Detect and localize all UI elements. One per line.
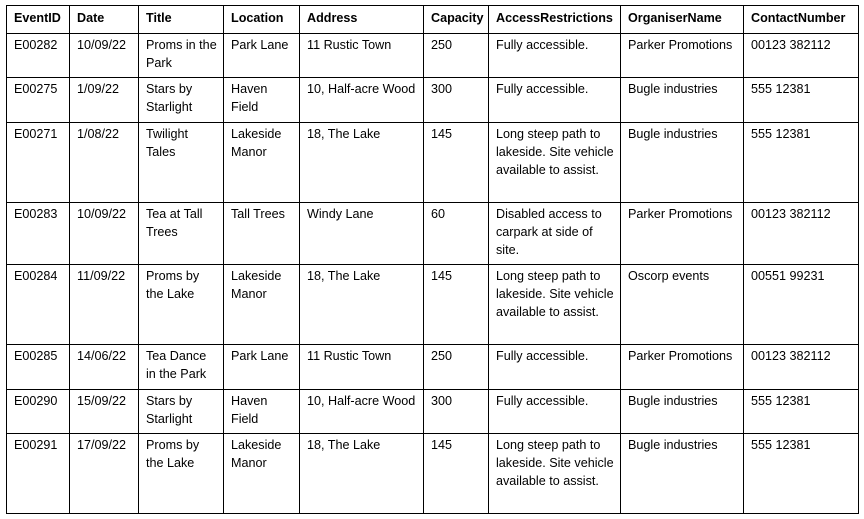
cell-title: Stars by Starlight <box>139 78 224 123</box>
cell-address: 10, Half-acre Wood <box>300 390 424 434</box>
cell-address: 18, The Lake <box>300 123 424 203</box>
table-row <box>7 434 859 514</box>
cell-title: Proms by the Lake <box>139 434 224 514</box>
cell-organiser-name: Bugle industries <box>621 123 744 203</box>
cell-date: 15/09/22 <box>70 390 139 434</box>
column-header-date: Date <box>70 6 139 34</box>
cell-date: 1/09/22 <box>70 78 139 123</box>
cell-capacity: 60 <box>424 203 489 265</box>
cell-contact-number: 00123 382112 <box>744 34 859 78</box>
cell-event-id: E00284 <box>7 265 70 345</box>
cell-access-restrictions: Fully accessible. <box>489 78 621 123</box>
cell-location: Park Lane <box>224 34 300 78</box>
cell-location: Lakeside Manor <box>224 123 300 203</box>
cell-event-id: E00282 <box>7 34 70 78</box>
column-header-eventid: EventID <box>7 6 70 34</box>
cell-event-id: E00291 <box>7 434 70 514</box>
cell-address: 18, The Lake <box>300 434 424 514</box>
cell-organiser-name: Bugle industries <box>621 434 744 514</box>
cell-event-id: E00290 <box>7 390 70 434</box>
cell-access-restrictions: Disabled access to carpark at side of site. <box>489 203 621 265</box>
cell-date: 17/09/22 <box>70 434 139 514</box>
cell-location: Park Lane <box>224 345 300 390</box>
cell-capacity: 145 <box>424 265 489 345</box>
cell-contact-number: 00123 382112 <box>744 345 859 390</box>
cell-title: Tea at Tall Trees <box>139 203 224 265</box>
cell-organiser-name: Bugle industries <box>621 390 744 434</box>
cell-capacity: 250 <box>424 34 489 78</box>
column-header-address: Address <box>300 6 424 34</box>
cell-access-restrictions: Long steep path to lakeside. Site vehicle available to assist. <box>489 265 621 345</box>
cell-access-restrictions: Long steep path to lakeside. Site vehicle available to assist. <box>489 123 621 203</box>
cell-capacity: 300 <box>424 390 489 434</box>
cell-date: 1/08/22 <box>70 123 139 203</box>
table-row <box>7 203 859 265</box>
cell-location: Haven Field <box>224 390 300 434</box>
cell-capacity: 145 <box>424 434 489 514</box>
cell-event-id: E00285 <box>7 345 70 390</box>
cell-organiser-name: Bugle industries <box>621 78 744 123</box>
cell-contact-number: 00551 99231 <box>744 265 859 345</box>
table-row <box>7 390 859 434</box>
cell-contact-number: 555 12381 <box>744 78 859 123</box>
cell-title: Stars by Starlight <box>139 390 224 434</box>
cell-organiser-name: Parker Promotions <box>621 34 744 78</box>
cell-event-id: E00275 <box>7 78 70 123</box>
cell-date: 14/06/22 <box>70 345 139 390</box>
cell-address: Windy Lane <box>300 203 424 265</box>
table-row <box>7 78 859 123</box>
header-row <box>7 6 859 34</box>
cell-location: Tall Trees <box>224 203 300 265</box>
cell-contact-number: 555 12381 <box>744 390 859 434</box>
cell-access-restrictions: Fully accessible. <box>489 345 621 390</box>
column-header-title: Title <box>139 6 224 34</box>
table-row <box>7 34 859 78</box>
cell-contact-number: 00123 382112 <box>744 203 859 265</box>
cell-title: Tea Dance in the Park <box>139 345 224 390</box>
column-header-access-restrictions: AccessRestrictions <box>489 6 621 34</box>
cell-location: Lakeside Manor <box>224 265 300 345</box>
table-row <box>7 123 859 203</box>
cell-date: 10/09/22 <box>70 203 139 265</box>
cell-access-restrictions: Fully accessible. <box>489 390 621 434</box>
cell-event-id: E00283 <box>7 203 70 265</box>
cell-contact-number: 555 12381 <box>744 123 859 203</box>
cell-organiser-name: Parker Promotions <box>621 345 744 390</box>
cell-title: Proms by the Lake <box>139 265 224 345</box>
cell-capacity: 250 <box>424 345 489 390</box>
cell-address: 11 Rustic Town <box>300 345 424 390</box>
cell-date: 11/09/22 <box>70 265 139 345</box>
column-header-capacity: Capacity <box>424 6 489 34</box>
cell-location: Haven Field <box>224 78 300 123</box>
cell-contact-number: 555 12381 <box>744 434 859 514</box>
cell-organiser-name: Oscorp events <box>621 265 744 345</box>
cell-address: 11 Rustic Town <box>300 34 424 78</box>
events-table <box>6 5 859 514</box>
table-row <box>7 345 859 390</box>
column-header-location: Location <box>224 6 300 34</box>
cell-address: 18, The Lake <box>300 265 424 345</box>
cell-access-restrictions: Long steep path to lakeside. Site vehicle available to assist. <box>489 434 621 514</box>
cell-capacity: 145 <box>424 123 489 203</box>
column-header-contact-number: ContactNumber <box>744 6 859 34</box>
cell-access-restrictions: Fully accessible. <box>489 34 621 78</box>
cell-date: 10/09/22 <box>70 34 139 78</box>
column-header-organiser-name: OrganiserName <box>621 6 744 34</box>
cell-organiser-name: Parker Promotions <box>621 203 744 265</box>
cell-title: Twilight Tales <box>139 123 224 203</box>
cell-event-id: E00271 <box>7 123 70 203</box>
cell-title: Proms in the Park <box>139 34 224 78</box>
table-row <box>7 265 859 345</box>
cell-address: 10, Half-acre Wood <box>300 78 424 123</box>
cell-location: Lakeside Manor <box>224 434 300 514</box>
cell-capacity: 300 <box>424 78 489 123</box>
